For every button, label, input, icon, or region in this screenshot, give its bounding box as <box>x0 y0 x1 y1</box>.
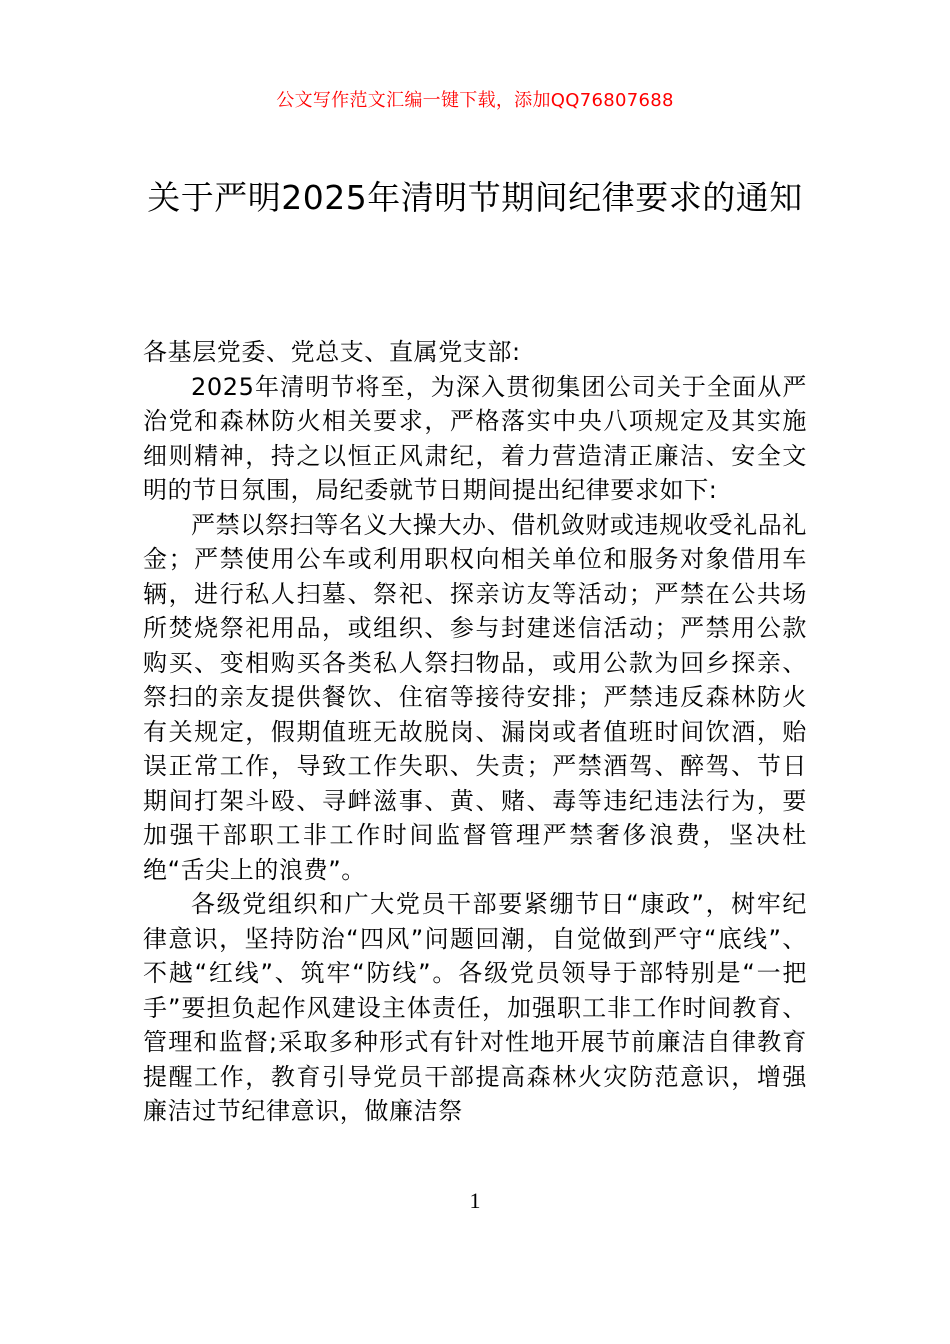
paragraph-intro: 2025年清明节将至，为深入贯彻集团公司关于全面从严治党和森林防火相关要求，严格落实中央八项规定及其实施细则精神，持之以恒正风肃纪，着力营造清正廉洁、安全文明的节日氛围，局纪委就节日期间提出纪律要求如下: <box>143 372 807 504</box>
page-number: 1 <box>469 1188 481 1213</box>
document-title: 关于严明2025年清明节期间纪律要求的通知 <box>147 178 803 217</box>
salutation: 各基层党委、党总支、直属党支部: <box>143 338 521 366</box>
header-download-link[interactable]: 公文写作范文汇编一键下载，添加QQ76807688 <box>276 90 674 111</box>
document-body <box>143 335 807 1129</box>
paragraph-prohibitions: 严禁以祭扫等名义大操大办、借机敛财或违规收受礼品礼金；严禁使用公车或利用职权向相关单位和服务对象借用车辆，进行私人扫墓、祭祀、探亲访友等活动；严禁在公共场所焚烧祭祀用品，或组织、参与封建迷信活动；严禁用公款购买、变相购买各类私人祭扫物品，或用公款为回乡探亲、祭扫的亲友提供餐饮、住宿等接待安排；严禁违反森林防火有关规定，假期值班无故脱岗、漏岗或者值班时间饮酒，贻误正常工作，导致工作失职、失责；严禁酒驾、醉驾、节日期间打架斗殴、寻衅滋事、黄、赌、毒等违纪违法行为，要加强干部职工非工作时间监督管理严禁奢侈浪费，坚决杜绝“舌尖上的浪费”。 <box>143 510 807 884</box>
paragraph-responsibilities: 各级党组织和广大党员干部要紧绷节日“康政”，树牢纪律意识，坚持防治“四风”问题回潮，自觉做到严守“底线”、不越“红线”、筑牢“防线”。各级党员领导于部特别是“一把手”要担负起作风建设主体责任，加强职工非工作时间教育、管理和监督;采取多种形式有针对性地开展节前廉洁自律教育提醒工作，教育引导党员干部提高森林火灾防范意识，增强廉洁过节纪律意识，做廉洁祭 <box>143 890 807 1125</box>
